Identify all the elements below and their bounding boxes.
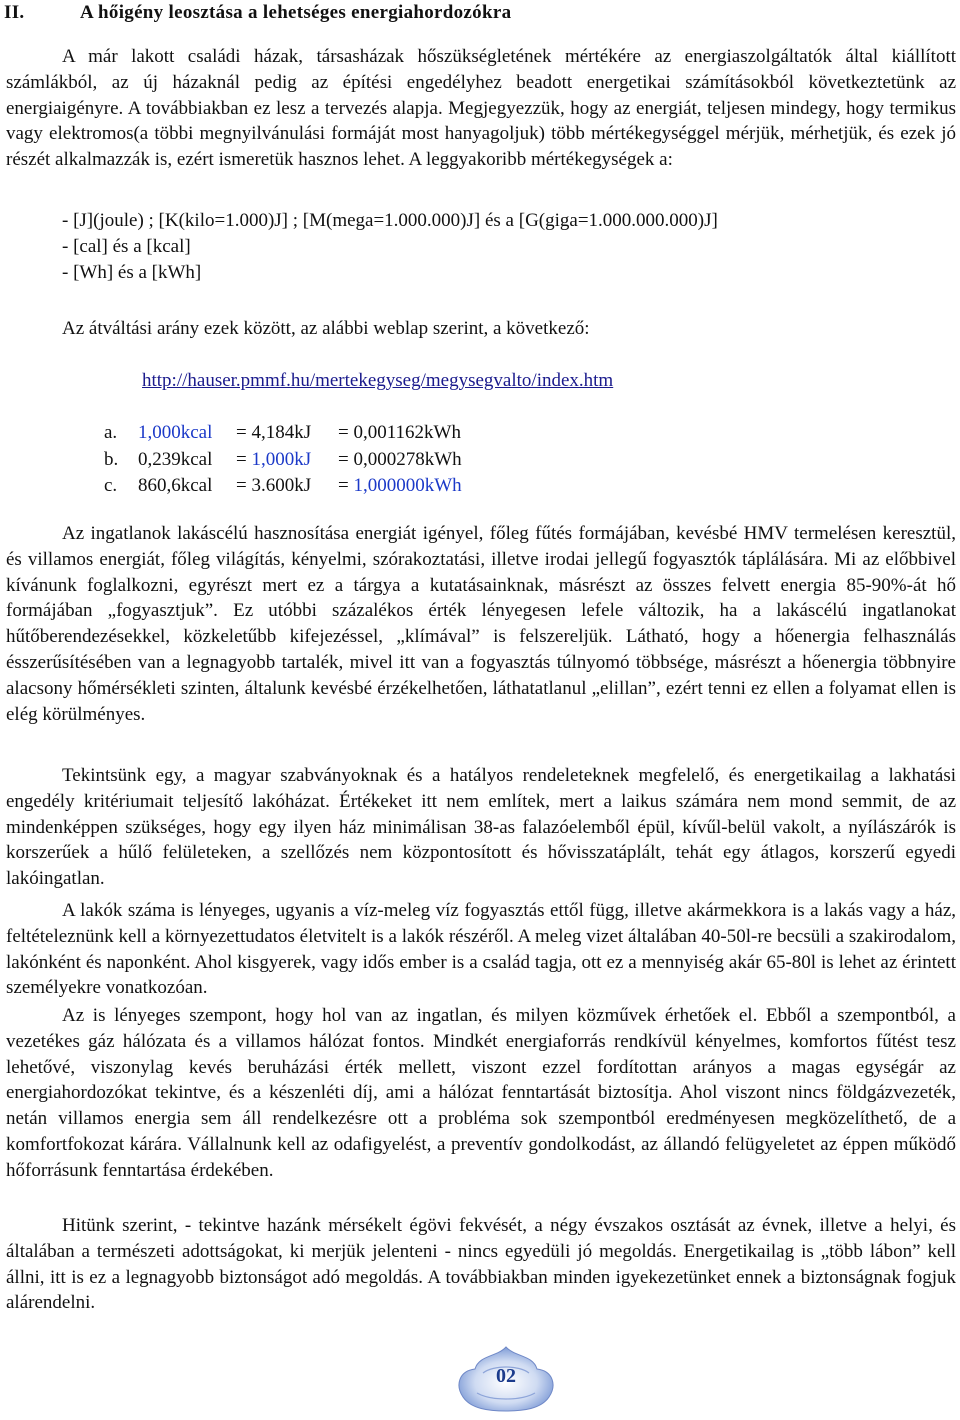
conversion-kwh: = 0,000278kWh: [338, 448, 462, 470]
conversion-note: Az átváltási arány ezek között, az alábbi weblap szerint, a következő:: [62, 318, 590, 339]
unit-item-joule: - [J](joule) ; [K(kilo=1.000)J] ; [M(mega=1.000.000)J] és a [G(giga=1.000.000.000)J]: [62, 210, 718, 231]
conversion-kcal: 0,239kcal: [138, 448, 213, 470]
body-paragraph-5: Hitünk szerint, - tekintve hazánk mérsékelt égövi fekvését, a négy évszakos osztását az évnek, illetve a helyi, és általában a természeti adottságokat, ki merjük jelenteni - nincs egyedüli jó megoldás. Energetikailag is „több lábon” kell állni, itt is ez a legnagyobb biztonságot adó megoldás. A továbbiakban minden igyekezetünket ennek a biztonságnak fogjuk alárendelni.: [6, 1215, 956, 1314]
conversion-kj: = 1,000kJ: [236, 448, 312, 470]
section-title: A hőigény leosztása a lehetséges energiahordozókra: [80, 2, 512, 23]
conversion-kwh: = 0,001162kWh: [338, 422, 461, 443]
conversion-kwh: = 1,000000kWh: [338, 475, 462, 496]
page-number: 02: [496, 1365, 516, 1387]
page-number-badge: [453, 1343, 559, 1413]
conversion-kj-highlight: 1,000kJ: [251, 448, 312, 470]
body-paragraph-4: Az is lényeges szempont, hogy hol van az ingatlan, és milyen közművek érhetőek el. Ebből a szempontból, a vezetékes gáz hálózata és a villamos hálózat fontos. Mindkét energiaforrás rendkívül kényelmes, komfortos fűtést tesz lehetővé, viszonylag kevés beruházási érték mellett, viszont ezzel fordítottan arányos a magas egységár az energiahordozókat tekintve, és a készenléti díj, ami a hálózat fenntartását biztosítja. Ahol viszont nincs földgázvezeték, netán villamos energia sem áll rendelkezésre ott a probléma sok szempontból eredményesen megközelíthető, de a komfortfokozat kárára. Vállalnunk kell az odafigyelést, a preventív gondolkodást, az állandó felügyeletet az éppen működő hőforrásunk fenntartása érdekében.: [6, 1005, 956, 1181]
body-paragraph-3: A lakók száma is lényeges, ugyanis a víz-meleg víz fogyasztás ettől függ, illetve akármekkora is a lakás vagy a ház, feltételeznünk kell a környezettudatos életvitelt is a lakók részéről. A meleg vizet általában 40-50l-re becsüli a szakirodalom, lakónként és naponként. Ahol kisgyerek, vagy idős ember is a család tagja, ott ez a mennyiség akár 65-80l is lehet az érintett személyekre vonatkozóan.: [6, 900, 956, 999]
conversion-row-c: c. 860,6kcal = 3.600kJ = 1,000000kWh: [104, 473, 462, 500]
conversion-list: [104, 420, 462, 500]
conversion-kcal: 860,6kcal: [138, 475, 213, 496]
conversion-row-b: b. 0,239kcal = 1,000kJ = 0,000278kWh: [104, 447, 462, 474]
intro-paragraph: A már lakott családi házak, társasházak hőszükségletének mértékére az energiaszolgáltatók által kiállított számlákból, az új házaknál pedig az építési engedélyhez beadott energetikai számításokból következtetünk az energiaigényre. A továbbiakban ez lesz a tervezés alapja. Megjegyezzük, hogy az energiát, teljesen mindegy, hogy termikus vagy elektromos(a többi megnyilvánulási formáját most hanyagoljuk) több mértékegységgel mérjük, mérhetjük, és ezek jó részét alkalmazzák is, ezért ismeretük hasznos lehet. A leggyakoribb mértékegységek a:: [6, 46, 956, 171]
section-heading: [4, 2, 511, 24]
conversion-kwh-highlight: 1,000000kWh: [353, 475, 462, 496]
body-paragraph-1: Az ingatlanok lakáscélú hasznosítása energiát igényel, főleg fűtés formájában, kevésbé HMV termelésen keresztül, és villamos energiát, főleg világítás, kényelmi, szórakoztatási, illetve irodai jellegű fogyasztók táplálására. Mi az előbbivel kívánunk foglalkozni, egyrészt mert ez a tárgya a kutatásainknak, másrészt az összes felvett energia 85-90%-át hő formájában „fogyasztjuk”. Ez utóbbi százalékos érték lényegesen lefele változik, ha a lakáscélú ingatlanokat hűtőberendezésekkel, közkeletűbb kifejezéssel, „klímával” is felszereljük. Látható, hogy a hőenergia felhasználás ésszerűsítésében van a legnagyobb tartalék, mivel itt van a fogyasztás túlnyomó többsége, másrészt a hőenergia többnyire alacsony hőmérsékleti szinten, általunk kevésbé érzékelhetően, láthatatlanul „elillan”, ezért tenni ez ellen a folyamat ellen is elég körülményes.: [6, 523, 956, 725]
unit-item-cal: - [cal] és a [kcal]: [62, 236, 191, 257]
conversion-row-a: a. 1,000kcal = 4,184kJ = 0,001162kWh: [104, 420, 462, 447]
conversion-kj: = 4,184kJ: [236, 422, 312, 443]
converter-link[interactable]: http://hauser.pmmf.hu/mertekegyseg/megysegvalto/index.htm: [142, 370, 614, 391]
conversion-kcal: 1,000kcal: [138, 422, 213, 443]
unit-item-wh: - [Wh] és a [kWh]: [62, 262, 202, 283]
section-number: II.: [4, 2, 25, 23]
units-list: [62, 208, 718, 286]
body-paragraph-2: Tekintsünk egy, a magyar szabványoknak és a hatályos rendeleteknek megfelelő, és energetikailag a lakhatási engedély kritériumait teljesítő lakóházat. Értékeket itt nem említek, mert a laikus számára nem mond semmit, de az mindenképpen szükséges, hogy egy ilyen ház minimálisan 38-as falazóelemből épül, kívűl-belül vakolt, a nyílászárók is korszerűek a hűlő felületeken, a szellőzés nem központosított és hővisszatáplált, tehát egy átlagos, korszerű egyedi lakóingatlan.: [6, 765, 956, 890]
conversion-kj: = 3.600kJ: [236, 475, 312, 496]
